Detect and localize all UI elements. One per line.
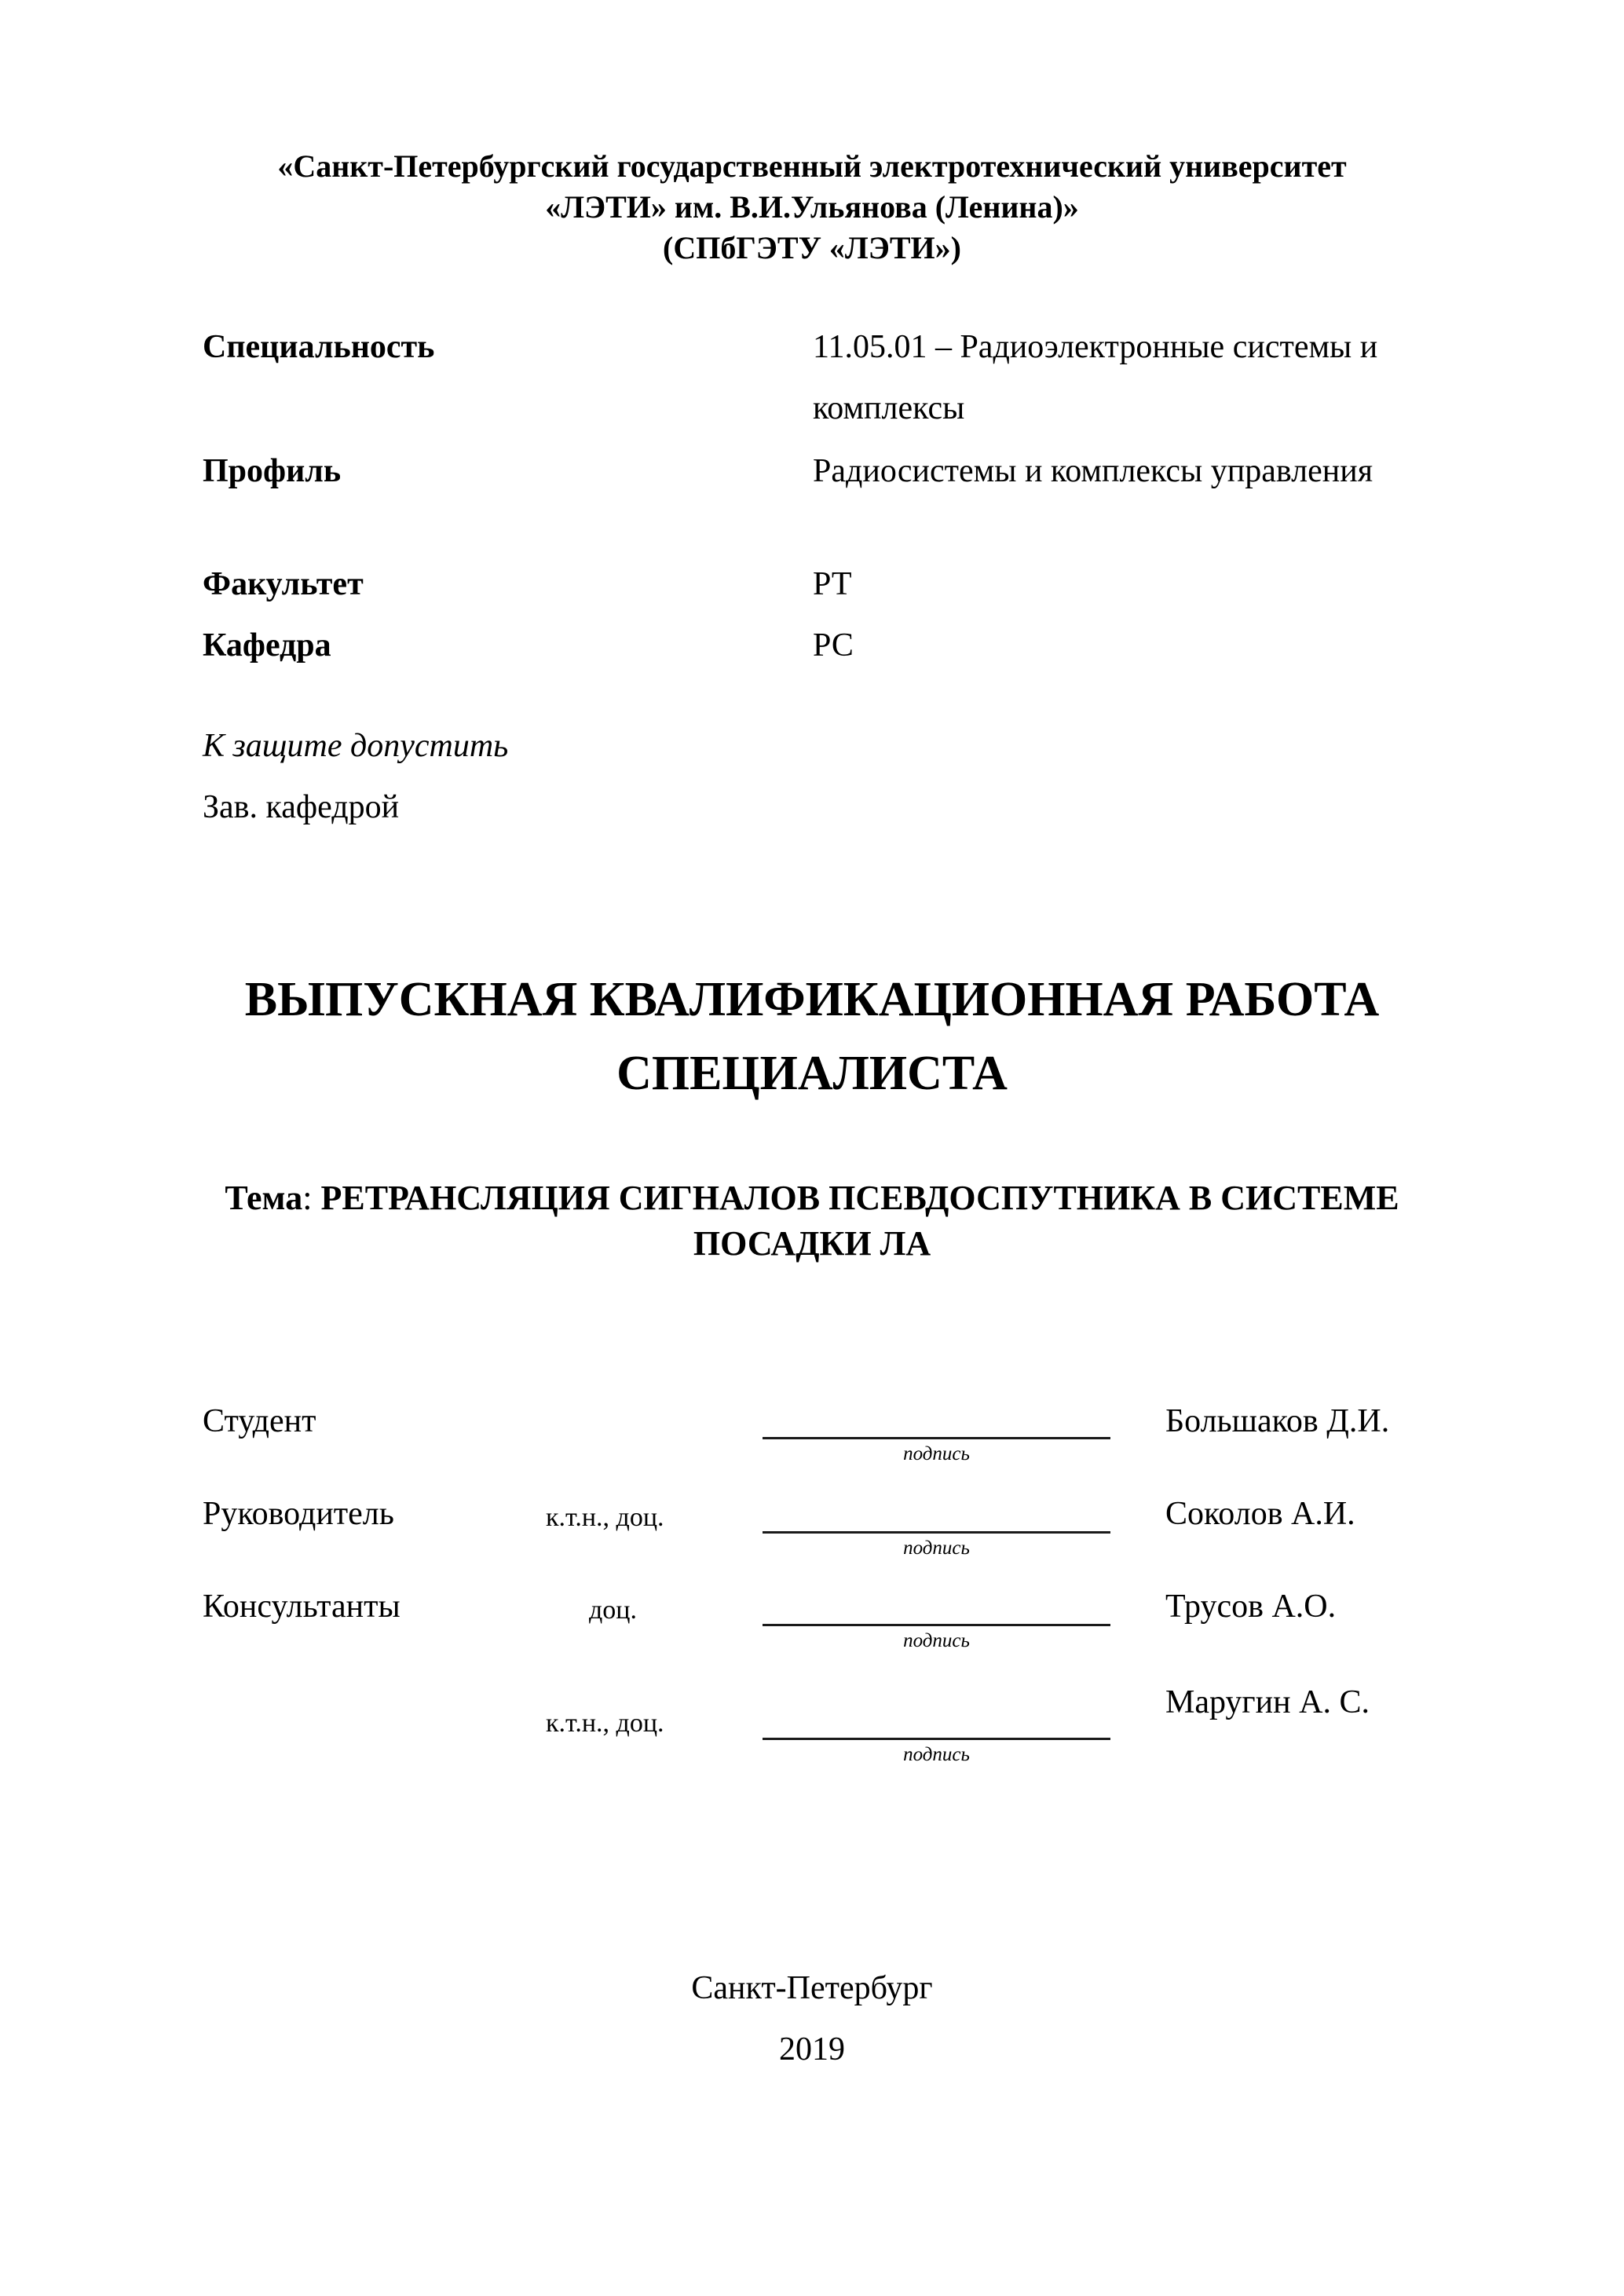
name-student: Большаков Д.И. <box>1165 1403 1390 1439</box>
role-supervisor: Руководитель <box>203 1496 394 1532</box>
university-name-line1: «Санкт-Петербургский государственный электротехнический университет <box>277 148 1347 184</box>
signature-line-student <box>763 1437 1110 1439</box>
signature-line-supervisor <box>763 1531 1110 1534</box>
topic-line1 <box>0 1178 1624 1219</box>
faculty-label: Факультет <box>203 566 364 602</box>
university-abbreviation: (СПбГЭТУ «ЛЭТИ») <box>663 230 961 265</box>
degree-consultant-1: доц. <box>589 1596 637 1625</box>
profile-value: Радиосистемы и комплексы управления <box>813 453 1373 489</box>
city: Санкт-Петербург <box>691 1970 933 2006</box>
document-title-line2: СПЕЦИАЛИСТА <box>616 1047 1008 1100</box>
topic-colon: : <box>302 1179 313 1217</box>
document-title-line1: ВЫПУСКНАЯ КВАЛИФИКАЦИОННАЯ РАБОТА <box>244 973 1380 1026</box>
faculty-value: РТ <box>813 566 852 602</box>
department-value: РС <box>813 627 854 664</box>
role-consultants: Консультанты <box>203 1589 401 1625</box>
role-student: Студент <box>203 1403 316 1439</box>
admit-to-defense: К защите допустить <box>203 728 509 764</box>
signature-line-consultant-2 <box>763 1738 1110 1740</box>
degree-supervisor: к.т.н., доц. <box>546 1503 664 1532</box>
name-consultant-1: Трусов А.О. <box>1165 1589 1337 1625</box>
signature-line-consultant-1 <box>763 1624 1110 1626</box>
signature-caption: подпись <box>903 1537 970 1559</box>
profile-label: Профиль <box>203 453 342 489</box>
name-supervisor: Соколов А.И. <box>1165 1496 1355 1532</box>
department-label: Кафедра <box>203 627 331 664</box>
topic-text: РЕТРАНСЛЯЦИЯ СИГНАЛОВ ПСЕВДОСПУТНИКА В СИСТЕМЕ <box>312 1179 1399 1217</box>
year: 2019 <box>779 2031 845 2067</box>
topic-label: Тема <box>225 1179 303 1217</box>
head-of-department: Зав. кафедрой <box>203 789 400 825</box>
specialty-label: Специальность <box>203 329 435 365</box>
degree-consultant-2: к.т.н., доц. <box>546 1709 664 1738</box>
university-name-line2: «ЛЭТИ» им. В.И.Ульянова (Ленина)» <box>545 189 1079 225</box>
specialty-value-line2: комплексы <box>813 390 965 426</box>
signature-caption: подпись <box>903 1443 970 1464</box>
name-consultant-2: Маругин А. С. <box>1165 1684 1370 1720</box>
topic-line2: ПОСАДКИ ЛА <box>693 1224 931 1263</box>
specialty-value-line1: 11.05.01 – Радиоэлектронные системы и <box>813 329 1378 365</box>
signature-caption: подпись <box>903 1744 970 1765</box>
signature-caption: подпись <box>903 1630 970 1651</box>
